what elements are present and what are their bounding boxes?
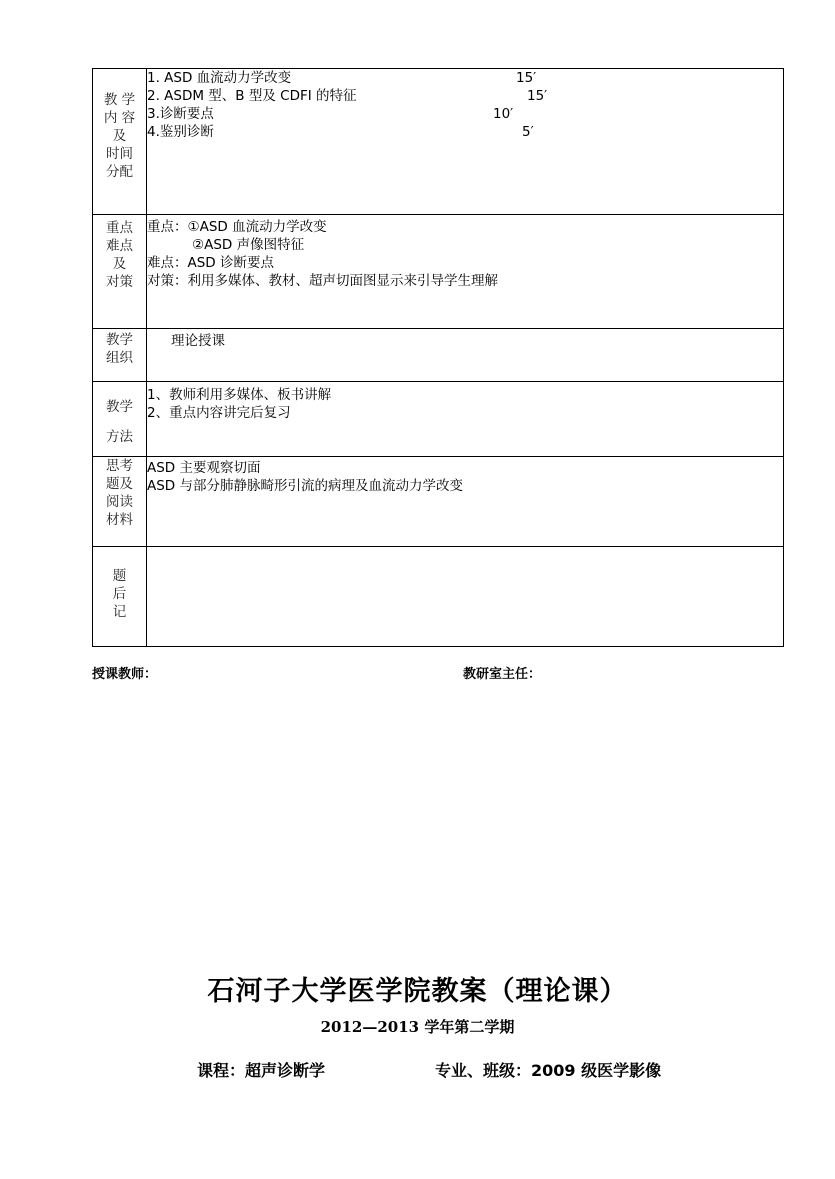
label-teaching-method: 教学 方法 [93, 382, 147, 457]
method-line: 2、重点内容讲完后复习 [147, 405, 291, 421]
content-item-text: 2. ASDM 型、B 型及 CDFI 的特征 [147, 88, 357, 104]
course-label: 课程：超声诊断学 [197, 1061, 326, 1080]
key-point-line: ②ASD 声像图特征 [192, 237, 305, 253]
key-points-cell [147, 215, 784, 329]
question-line: ASD 与部分肺静脉畸形引流的病理及血流动力学改变 [147, 478, 463, 494]
row-key-points [93, 215, 784, 329]
difficulty-line: 难点：ASD 诊断要点 [147, 255, 274, 271]
content-item-minutes: 15′ [527, 88, 548, 104]
questions-reading-cell [147, 457, 784, 547]
teaching-method-cell [147, 382, 784, 457]
content-item-minutes: 15′ [516, 70, 537, 86]
director-signature-label: 教研室主任： [463, 667, 542, 682]
row-post-class-notes [93, 547, 784, 647]
method-line: 1、教师利用多媒体、板书讲解 [147, 387, 332, 403]
row-questions-reading [93, 457, 784, 547]
label-post-class-notes: 题 后 记 [93, 547, 147, 647]
content-item [147, 105, 783, 123]
row-teaching-organization [93, 329, 784, 382]
content-item [147, 123, 783, 141]
class-label: 专业、班级：2009 级医学影像 [435, 1061, 662, 1080]
content-item-text: 4.鉴别诊断 [147, 124, 214, 140]
row-teaching-content [93, 69, 784, 215]
label-teaching-content: 教 学 内 容 及 时间 分配 [93, 69, 147, 215]
page-title: 石河子大学医学院教案（理论课） [207, 976, 628, 1007]
teaching-organization-cell [147, 329, 784, 382]
term-subtitle: 2012—2013 学年第二学期 [320, 1018, 515, 1036]
content-item-minutes: 5′ [522, 124, 534, 140]
content-item-text: 1. ASD 血流动力学改变 [147, 70, 292, 86]
content-item [147, 69, 783, 87]
key-point-line: 重点：①ASD 血流动力学改变 [147, 219, 327, 235]
post-class-notes-cell [147, 547, 784, 647]
teaching-content-cell [147, 69, 784, 215]
content-item-minutes: 10′ [493, 106, 514, 122]
organization-text: 理论授课 [171, 333, 225, 349]
content-item-text: 3.诊断要点 [147, 106, 214, 122]
teacher-signature-label: 授课教师： [92, 667, 158, 682]
label-questions-reading: 思考 题及 阅读 材料 [93, 457, 147, 547]
lesson-plan-table [92, 68, 784, 647]
label-teaching-organization: 教学 组织 [93, 329, 147, 382]
row-teaching-method [93, 382, 784, 457]
label-key-points: 重点 难点 及 对策 [93, 215, 147, 329]
strategy-line: 对策：利用多媒体、教材、超声切面图显示来引导学生理解 [147, 273, 498, 289]
question-line: ASD 主要观察切面 [147, 460, 261, 476]
content-item [147, 87, 783, 105]
